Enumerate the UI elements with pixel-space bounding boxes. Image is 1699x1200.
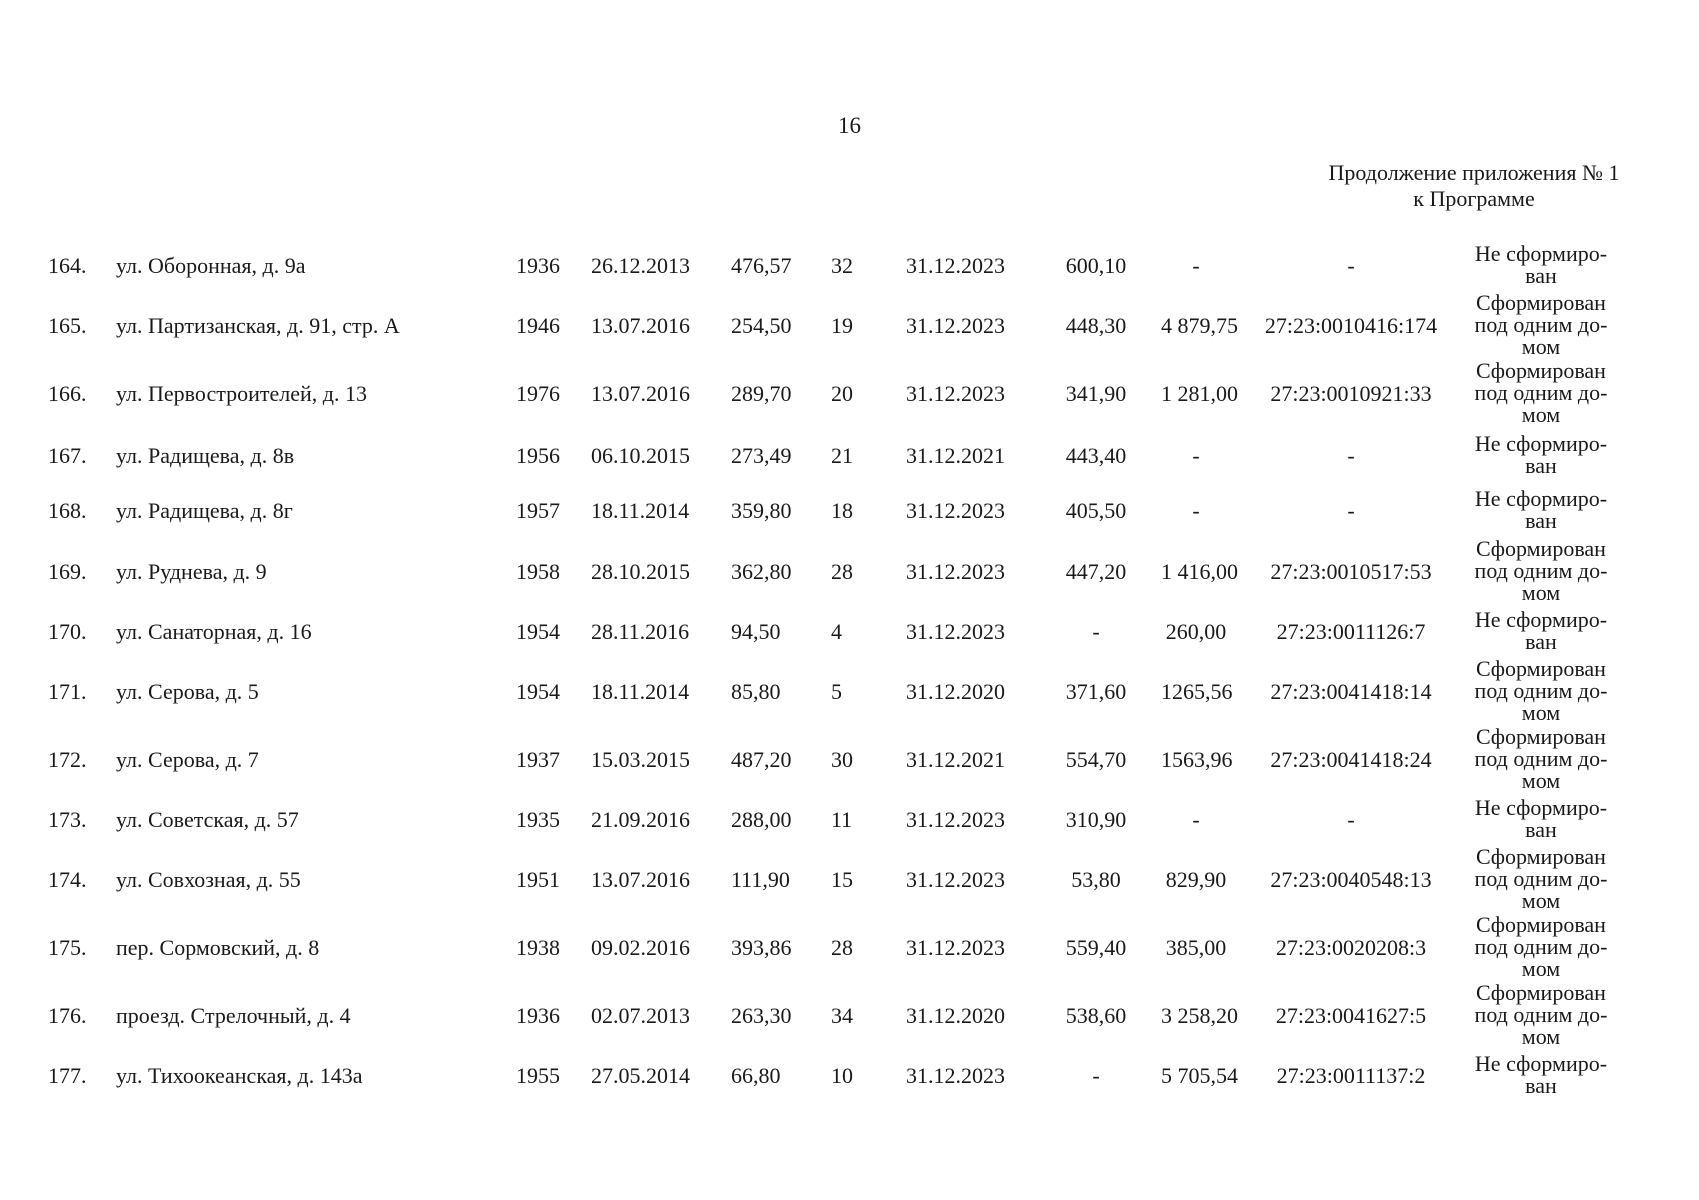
recognition-date-cell: 28.10.2015: [591, 559, 690, 584]
residential-area-cell: 254,50: [731, 313, 792, 338]
land-area-value: 1 416,00: [1161, 559, 1238, 584]
address-cell: ул. Тихоокеанская, д. 143а: [116, 1063, 363, 1088]
row-number: 172.: [48, 747, 87, 772]
land-area-cell: [1141, 240, 1251, 292]
resettlement-date-cell: 31.12.2023: [906, 313, 1005, 338]
building-area-cell: 554,70: [1065, 747, 1127, 772]
table-row: [48, 794, 1631, 846]
land-area-value: -: [1192, 253, 1200, 278]
land-status-value: Не сформиро-ван: [1474, 795, 1608, 842]
land-area-cell: [1141, 846, 1251, 914]
year-cell: 1955: [516, 1063, 560, 1088]
land-area-cell: [1141, 428, 1251, 484]
land-status-value: Не сформиро-ван: [1474, 486, 1608, 533]
land-status-cell: [1451, 538, 1631, 606]
land-area-value: 829,90: [1165, 867, 1227, 892]
land-status-cell: [1451, 292, 1631, 360]
land-area-value: 1 281,00: [1161, 381, 1238, 406]
land-status-cell: [1451, 658, 1631, 726]
cadastral-number-cell: -: [1347, 253, 1355, 278]
table-row: [48, 428, 1631, 484]
residents-count-cell: 19: [831, 313, 853, 338]
table-body: [48, 240, 1631, 1102]
address-cell: проезд. Стрелочный, д. 4: [116, 1003, 351, 1028]
residential-area-cell: 288,00: [731, 807, 792, 832]
land-area-cell: [1141, 606, 1251, 658]
table-row: [48, 726, 1631, 794]
appendix-line-2: к Программе: [1413, 186, 1535, 211]
address-cell: пер. Сормовский, д. 8: [116, 935, 320, 960]
cadastral-number-cell: 27:23:0011126:7: [1276, 619, 1426, 644]
row-number: 176.: [48, 1003, 87, 1028]
land-status-cell: [1451, 794, 1631, 846]
table-row: [48, 1050, 1631, 1102]
recognition-date-cell: 26.12.2013: [591, 253, 690, 278]
land-status-cell: [1451, 428, 1631, 484]
address-cell: ул. Санаторная, д. 16: [116, 619, 312, 644]
cadastral-number-cell: 27:23:0040548:13: [1270, 867, 1432, 892]
recognition-date-cell: 13.07.2016: [591, 381, 690, 406]
row-number: 173.: [48, 807, 87, 832]
cadastral-number-cell: 27:23:0041627:5: [1275, 1003, 1427, 1028]
recognition-date-cell: 15.03.2015: [591, 747, 690, 772]
land-area-cell: [1141, 982, 1251, 1050]
residential-area-cell: 487,20: [731, 747, 792, 772]
land-area-cell: [1141, 658, 1251, 726]
resettlement-date-cell: 31.12.2023: [906, 253, 1005, 278]
resettlement-date-cell: 31.12.2023: [906, 619, 1005, 644]
land-status-cell: [1451, 1050, 1631, 1102]
land-status-value: Сформирован под одним до-мом: [1474, 656, 1608, 725]
building-area-cell: 448,30: [1065, 313, 1127, 338]
appendix-note: [1304, 160, 1644, 212]
address-cell: ул. Совхозная, д. 55: [116, 867, 301, 892]
building-area-cell: 538,60: [1065, 1003, 1127, 1028]
table-row: [48, 538, 1631, 606]
address-cell: ул. Радищева, д. 8в: [116, 443, 295, 468]
residents-count-cell: 32: [831, 253, 853, 278]
building-area-cell: -: [1092, 619, 1100, 644]
land-area-cell: [1141, 726, 1251, 794]
residents-count-cell: 4: [831, 619, 842, 644]
land-status-cell: [1451, 240, 1631, 292]
residents-count-cell: 15: [831, 867, 853, 892]
cadastral-number-cell: 27:23:0010517:53: [1270, 559, 1432, 584]
page-number: 16: [838, 113, 861, 138]
recognition-date-cell: 27.05.2014: [591, 1063, 690, 1088]
address-cell: ул. Руднева, д. 9: [116, 559, 267, 584]
residential-area-cell: 393,86: [731, 935, 792, 960]
row-number: 171.: [48, 679, 87, 704]
address-cell: ул. Советская, д. 57: [116, 807, 299, 832]
recognition-date-cell: 13.07.2016: [591, 867, 690, 892]
year-cell: 1957: [516, 498, 560, 523]
year-cell: 1954: [516, 679, 560, 704]
land-status-value: Сформирован под одним до-мом: [1474, 844, 1608, 913]
table-row: [48, 292, 1631, 360]
cadastral-number-cell: 27:23:0041418:24: [1270, 747, 1432, 772]
residents-count-cell: 28: [831, 559, 853, 584]
address-cell: ул. Серова, д. 5: [116, 679, 259, 704]
land-status-value: Сформирован под одним до-мом: [1474, 724, 1608, 793]
land-area-value: 3 258,20: [1161, 1003, 1238, 1028]
address-cell: ул. Партизанская, д. 91, стр. А: [116, 313, 400, 338]
residential-area-cell: 111,90: [731, 867, 790, 892]
year-cell: 1951: [516, 867, 560, 892]
address-cell: ул. Оборонная, д. 9а: [116, 253, 306, 278]
recognition-date-cell: 09.02.2016: [591, 935, 690, 960]
year-cell: 1976: [516, 381, 560, 406]
address-cell: ул. Первостроителей, д. 13: [116, 381, 367, 406]
cadastral-number-cell: -: [1347, 498, 1355, 523]
land-status-cell: [1451, 360, 1631, 428]
building-area-cell: 310,90: [1065, 807, 1127, 832]
residents-count-cell: 20: [831, 381, 853, 406]
building-area-cell: 447,20: [1065, 559, 1127, 584]
land-area-cell: [1141, 794, 1251, 846]
residential-area-cell: 94,50: [731, 619, 781, 644]
table-row: [48, 658, 1631, 726]
land-area-cell: [1141, 914, 1251, 982]
year-cell: 1935: [516, 807, 560, 832]
recognition-date-cell: 21.09.2016: [591, 807, 690, 832]
residents-count-cell: 18: [831, 498, 853, 523]
resettlement-date-cell: 31.12.2023: [906, 498, 1005, 523]
land-area-value: 1563,96: [1161, 747, 1233, 772]
year-cell: 1954: [516, 619, 560, 644]
recognition-date-cell: 06.10.2015: [591, 443, 690, 468]
table-row: [48, 914, 1631, 982]
row-number: 175.: [48, 935, 87, 960]
year-cell: 1958: [516, 559, 560, 584]
land-status-value: Сформирован под одним до-мом: [1474, 912, 1608, 981]
land-area-value: 260,00: [1165, 619, 1227, 644]
building-area-cell: 371,60: [1065, 679, 1127, 704]
cadastral-number-cell: 27:23:0010416:174: [1264, 313, 1438, 338]
building-area-cell: 341,90: [1065, 381, 1127, 406]
resettlement-date-cell: 31.12.2023: [906, 559, 1005, 584]
land-status-cell: [1451, 726, 1631, 794]
land-area-value: -: [1192, 498, 1200, 523]
address-cell: ул. Серова, д. 7: [116, 747, 259, 772]
residential-area-cell: 66,80: [731, 1063, 781, 1088]
land-area-cell: [1141, 538, 1251, 606]
residents-count-cell: 30: [831, 747, 853, 772]
table-row: [48, 606, 1631, 658]
row-number: 165.: [48, 313, 87, 338]
land-status-cell: [1451, 982, 1631, 1050]
table-row: [48, 484, 1631, 538]
land-status-value: Не сформиро-ван: [1474, 1051, 1608, 1098]
land-area-cell: [1141, 360, 1251, 428]
table-row: [48, 240, 1631, 292]
row-number: 174.: [48, 867, 87, 892]
row-number: 177.: [48, 1063, 87, 1088]
recognition-date-cell: 18.11.2014: [591, 498, 690, 523]
housing-registry-table: [48, 240, 1631, 1102]
land-status-value: Сформирован под одним до-мом: [1474, 536, 1608, 605]
year-cell: 1938: [516, 935, 560, 960]
land-status-value: Сформирован под одним до-мом: [1474, 358, 1608, 427]
building-area-cell: 53,80: [1071, 867, 1121, 892]
cadastral-number-cell: -: [1347, 807, 1355, 832]
residents-count-cell: 21: [831, 443, 853, 468]
residential-area-cell: 85,80: [731, 679, 781, 704]
land-area-value: -: [1192, 443, 1200, 468]
cadastral-number-cell: 27:23:0041418:14: [1270, 679, 1432, 704]
recognition-date-cell: 13.07.2016: [591, 313, 690, 338]
cadastral-number-cell: -: [1347, 443, 1355, 468]
row-number: 168.: [48, 498, 87, 523]
resettlement-date-cell: 31.12.2020: [906, 679, 1005, 704]
row-number: 167.: [48, 443, 87, 468]
residential-area-cell: 263,30: [731, 1003, 792, 1028]
land-status-value: Сформирован под одним до-мом: [1474, 290, 1608, 359]
land-status-value: Не сформиро-ван: [1474, 431, 1608, 478]
year-cell: 1946: [516, 313, 560, 338]
resettlement-date-cell: 31.12.2023: [906, 807, 1005, 832]
recognition-date-cell: 28.11.2016: [591, 619, 690, 644]
residents-count-cell: 28: [831, 935, 853, 960]
row-number: 169.: [48, 559, 87, 584]
residential-area-cell: 273,49: [731, 443, 792, 468]
land-status-value: Сформирован под одним до-мом: [1474, 980, 1608, 1049]
recognition-date-cell: 02.07.2013: [591, 1003, 690, 1028]
year-cell: 1936: [516, 253, 560, 278]
resettlement-date-cell: 31.12.2021: [906, 747, 1005, 772]
building-area-cell: 443,40: [1065, 443, 1127, 468]
residential-area-cell: 362,80: [731, 559, 792, 584]
appendix-line-1: Продолжение приложения № 1: [1328, 160, 1620, 185]
residential-area-cell: 476,57: [731, 253, 792, 278]
building-area-cell: 559,40: [1065, 935, 1127, 960]
cadastral-number-cell: 27:23:0011137:2: [1276, 1063, 1426, 1088]
cadastral-number-cell: 27:23:0020208:3: [1275, 935, 1427, 960]
row-number: 164.: [48, 253, 87, 278]
land-area-cell: [1141, 292, 1251, 360]
land-status-cell: [1451, 846, 1631, 914]
year-cell: 1937: [516, 747, 560, 772]
table-row: [48, 360, 1631, 428]
resettlement-date-cell: 31.12.2023: [906, 935, 1005, 960]
residents-count-cell: 34: [831, 1003, 853, 1028]
resettlement-date-cell: 31.12.2023: [906, 867, 1005, 892]
residential-area-cell: 289,70: [731, 381, 792, 406]
residents-count-cell: 10: [831, 1063, 853, 1088]
land-area-value: 5 705,54: [1161, 1063, 1238, 1088]
land-status-value: Не сформиро-ван: [1474, 607, 1608, 654]
land-area-value: 4 879,75: [1161, 313, 1238, 338]
land-area-value: -: [1192, 807, 1200, 832]
land-area-cell: [1141, 1050, 1251, 1102]
resettlement-date-cell: 31.12.2023: [906, 381, 1005, 406]
land-status-cell: [1451, 606, 1631, 658]
residents-count-cell: 11: [831, 807, 853, 832]
residential-area-cell: 359,80: [731, 498, 792, 523]
row-number: 166.: [48, 381, 87, 406]
table-row: [48, 982, 1631, 1050]
table-row: [48, 846, 1631, 914]
address-cell: ул. Радищева, д. 8г: [116, 498, 293, 523]
cadastral-number-cell: 27:23:0010921:33: [1270, 381, 1432, 406]
row-number: 170.: [48, 619, 87, 644]
land-area-value: 385,00: [1165, 935, 1227, 960]
land-area-value: 1265,56: [1161, 679, 1233, 704]
building-area-cell: 600,10: [1065, 253, 1127, 278]
resettlement-date-cell: 31.12.2021: [906, 443, 1005, 468]
building-area-cell: 405,50: [1065, 498, 1127, 523]
resettlement-date-cell: 31.12.2020: [906, 1003, 1005, 1028]
resettlement-date-cell: 31.12.2023: [906, 1063, 1005, 1088]
building-area-cell: -: [1092, 1063, 1100, 1088]
land-status-cell: [1451, 484, 1631, 538]
residents-count-cell: 5: [831, 679, 842, 704]
year-cell: 1936: [516, 1003, 560, 1028]
land-status-cell: [1451, 914, 1631, 982]
recognition-date-cell: 18.11.2014: [591, 679, 690, 704]
land-status-value: Не сформиро-ван: [1474, 241, 1608, 288]
year-cell: 1956: [516, 443, 560, 468]
land-area-cell: [1141, 484, 1251, 538]
